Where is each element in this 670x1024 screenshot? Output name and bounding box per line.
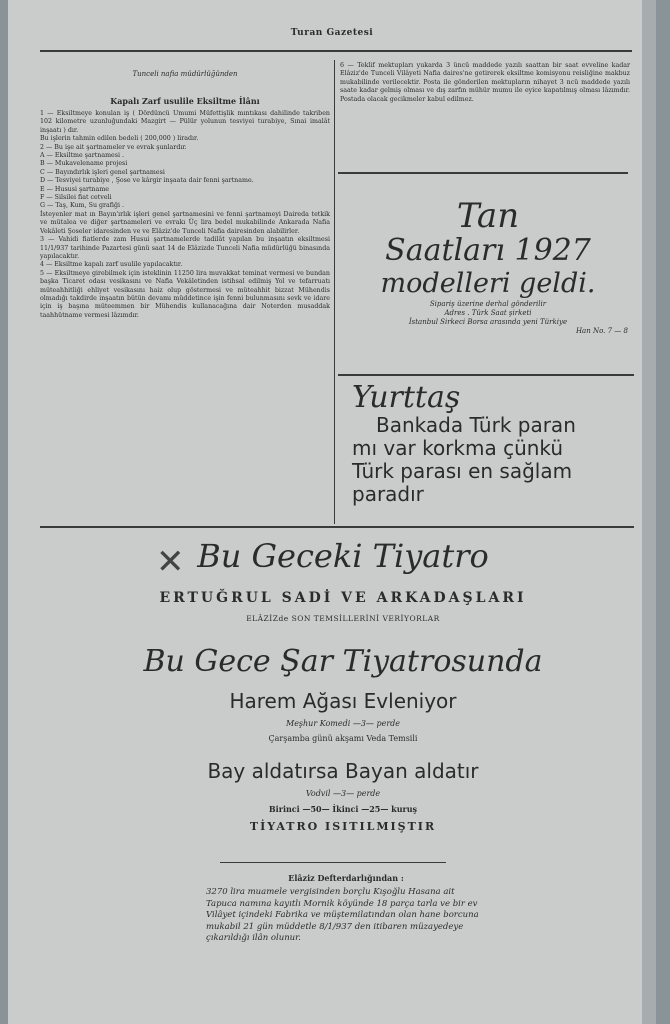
section-rule: [40, 526, 634, 528]
defter-rule: [220, 862, 446, 863]
ad-rule-top: [338, 172, 628, 174]
newspaper-header: Turan Gazetesi: [290, 28, 374, 38]
notice-para: 1 — Eksiltmeye konulan iş ( Dördüncü Umumi Müfettişlik mıntıkası dahilinde takriben 102 kilometre uzunluğundaki Mazgirt — Pülür yolunun tesviyei turabiye, Sınai imalât inşaatı ) dır.: [40, 110, 330, 134]
troupe-subtitle: ELÂZİZde SON TEMSİLLERİNİ VERİYORLAR: [246, 614, 440, 623]
yurttas-ad: [352, 382, 642, 506]
notice-para: 3 — Vahidi fiatlerde zam Husui şartnamelerde tadilât yapılan bu inşaatın eksiltmesi 11/1/937 tarihinde Pazartesi günü saat 14 de Elâzizde Tunceli Nafia müdürlüğü binasında yapılacaktır.: [40, 236, 330, 260]
play-one-farewell: Çarşamba günü akşamı Veda Temsili: [268, 734, 418, 743]
yurttas-line: Bankada Türk paran: [376, 413, 576, 437]
teklif-column: [340, 62, 630, 104]
notice-para: Bu işlerin tahmin edilen bedeli ( 200,000 ) liradır.: [40, 135, 199, 143]
page-edge: [642, 0, 656, 1024]
play-one-title: Harem Ağası Evleniyor: [229, 689, 457, 713]
tan-address: Adres . Türk Saat şirketi: [444, 309, 532, 317]
notice-para: 5 — Eksiltmeye girebilmek için isteklinin 11250 lira muvakkat teminat vermesi ve bundan başka Ticaret odası vesikasını ve Nafia Vekâletinden istihsal edilmiş Yol ve tefarruatı müteahhitliği ehliyet vesikasını haiz olup göstermesi ve müteahhit bizzat Mühendis olmadığı takdirde inşaatın bütün devamı müddetince işin fenni bulunmasını sevk ve idare için iş başına müteemmen bir Mühendis kullanacağına dair Noterden musaddak taahhütname vermesi lâzımdır.: [40, 269, 330, 319]
notice-para: B — Mukavelename projesi: [40, 160, 128, 168]
defterdarlik-body: 3270 lira muamele vergisinden borçlu Kışoğlu Hasana ait Tapuca namına kayıtlı Mornik köyünde 18 parça tarla ve bir ev Vilâyet içindeki Fabrika ve müştemilatından olan hane borcuna mukabil 21 gün müddetle 8/1/937 den itibaren müzayedeye çıkarıldığı ilân olunur.: [206, 887, 479, 943]
theatre-title: Bu Geceki Tiyatro: [197, 537, 489, 575]
play-two-genre: Vodvil —3— perde: [305, 789, 381, 798]
venue-line: Bu Gece Şar Tiyatrosunda: [143, 644, 543, 679]
notice-title: Kapalı Zarf usulile Eksiltme İlânı: [110, 96, 260, 106]
yurttas-title: Yurttaş: [352, 380, 461, 415]
defterdarlik-title: Elâziz Defterdarlığından :: [288, 873, 404, 883]
notice-para: C — Bayındırlık işleri genel şartnamesi: [40, 168, 165, 176]
theatre-ad: [48, 530, 638, 833]
yurttas-line: mı var korkma çünkü: [352, 436, 564, 460]
notice-para: F — Silsilei fiat cetveli: [40, 194, 112, 202]
cross-mark-icon: ✕: [156, 542, 185, 582]
column-divider: [334, 60, 335, 524]
tan-location: İstanbul Sirkeci Borsa arasında yeni Türkiye: [408, 318, 568, 326]
tan-han: Han No. 7 — 8: [575, 327, 628, 335]
play-one-genre: Meşhur Komedi —3— perde: [286, 719, 400, 728]
teklif-para: 6 — Teklif mektupları yukarda 3 üncü maddede yazılı saattan bir saat evveline kadar Elâziz'de Tunceli Vilâyeti Nafia daires'ne getirerek eksiltme komisyonu reisliğine makbuz mukabilinde verilecektir. Posta ile gönderilen mektupların nihayet 3 ncü maddede yazılı saate kadar gelmiş olması ve dış zarfın mühür mumu ile eyice kapatılmış olması lâzımdır. Postada olacak gecikmeler kabul edilmez.: [340, 62, 630, 103]
ticket-prices: Birinci —50— İkinci —25— kuruş: [268, 804, 418, 814]
heating-note: TİYATRO ISITILMIŞTIR: [249, 820, 437, 833]
tan-watch-ad: [348, 198, 628, 336]
ad-rule-mid: [338, 374, 634, 376]
play-two-title: Bay aldatırsa Bayan aldatır: [207, 759, 479, 783]
department-name: Tunceli nafia müdürlüğünden: [132, 70, 238, 78]
tan-order: Sipariş üzerine derhal gönderilir: [429, 300, 547, 308]
notice-para: 2 — Bu işe ait şartnameler ve evrak şunlardır.: [40, 143, 187, 151]
tan-models: Saatları 1927: [385, 233, 591, 268]
notice-para: İsteyenler mat ın Bayın'ırlık işleri genel şartnamesini ve fenni şartnameyi Daireda tetkik ve mütalea ve diğer şartnameleri ve evrakı Üç lira bedel mukabilinde Ankarada Nafia Vekâleti Şoseler idaresinden ve ve Elâziz'de Tunceli Nafia dairesinden alabilirler.: [40, 210, 330, 235]
defterdarlik-notice: [206, 873, 486, 945]
notice-para: A — Eksiltme şartnamesi .: [40, 152, 125, 160]
tan-title: Tan: [456, 196, 520, 236]
troupe-name: ERTUĞRUL SADİ VE ARKADAŞLARI: [159, 590, 527, 606]
nafia-notice: [40, 62, 330, 320]
newspaper-page: [8, 0, 656, 1024]
notice-para: D — Tesviyei turabiye , Şose ve kârgir inşaata dair fenni şartname.: [40, 177, 254, 185]
yurttas-line: paradır: [352, 482, 424, 506]
yurttas-line: Türk parası en sağlam: [352, 459, 573, 483]
header-rule: [40, 50, 632, 52]
notice-para: G — Taş, Kum, Su grafiği .: [40, 202, 125, 210]
notice-para: 4 — Eksiltme kapalı zarf usulile yapılacaktır.: [40, 261, 183, 269]
notice-para: E — Hususi şartname: [40, 185, 110, 193]
tan-arrived: modelleri geldi.: [380, 268, 596, 299]
